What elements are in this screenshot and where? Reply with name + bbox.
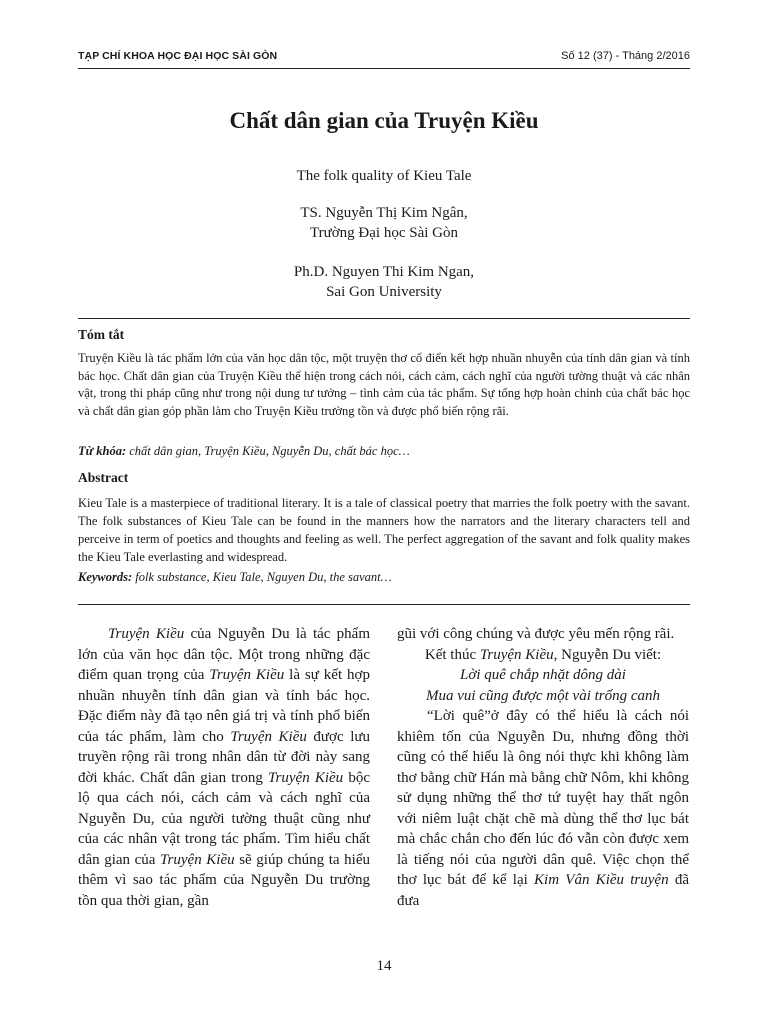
- author-affiliation-en: Sai Gon University: [326, 284, 442, 300]
- body-text: “Lời quê”ở đây có thể hiểu là cách nói khiêm tốn của Nguyễn Du, nhưng đồng thời cũng có thể hiểu là ông nói thực khi không làm thơ bằng chữ Hán mà bằng chữ Nôm, khi không sử dụng những thể thơ tứ tuyệt hay thất ngôn với niêm luật chặt chẽ mà dùng thể thơ lục bát mà chắc chắn cho đến lúc đó vẫn còn được xem là tiếng nói của người dân quê. Việc chọn thể thơ lục bát để kể lại: [397, 708, 689, 888]
- body-text: là sự kết hợp nhuần nhuyễn tính dân gian và tính bác học. Đặc điểm này đã tạo nên giá trị và tính phổ biến của tác phẩm, làm cho: [78, 667, 370, 745]
- author-name-vi: TS. Nguyễn Thị Kim Ngân,: [300, 205, 468, 221]
- body-paragraph: [397, 645, 689, 666]
- body-text: của Nguyễn Du là tác phẩm lớn của văn học dân tộc. Một trong những đặc điểm quan trọng của: [78, 626, 370, 683]
- abstract-vi-heading: Tóm tắt: [78, 327, 125, 342]
- abstract-bottom-rule: [78, 604, 690, 605]
- body-text: được lưu truyền rộng rãi trong nhân dân từ đời này sang đời khác. Chất dân gian trong: [78, 728, 371, 786]
- journal-name: TẠP CHÍ KHOA HỌC ĐẠI HỌC SÀI GÒN: [78, 50, 278, 62]
- body-paragraph: [397, 706, 689, 911]
- work-title: Kim Vân Kiều truyện: [534, 872, 669, 888]
- work-title: Truyện Kiều: [209, 667, 285, 683]
- body-text: bộc lộ qua cách nói, cách cảm và cách nghĩ của Nguyễn Du, của người tường thuật cũng như của các nhân vật trong tác phẩm. Tìm hiểu chất dân gian của: [78, 769, 370, 868]
- author-affiliation-vi: Trường Đại học Sài Gòn: [309, 225, 458, 241]
- keywords-vi: [78, 444, 690, 459]
- keywords-en: [78, 570, 690, 585]
- page-number: 14: [376, 958, 392, 974]
- work-title: Truyện Kiều: [160, 851, 235, 868]
- keywords-en-label: Keywords:: [78, 570, 133, 584]
- work-title: Truyện Kiều: [230, 728, 307, 745]
- abstract-en-body: Kieu Tale is a masterpiece of traditional literary. It is a tale of classical poetry that marries the folk poetry with the savant. The folk substances of Kieu Tale can be found in the manners how the narrators and the literary characters tell and perceive in term of poetics and thoughts and feeling as well. The perfect aggregation of the savant and folk quality makes the Kieu Tale everlasting and widespread.: [78, 496, 690, 564]
- body-text: , Nguyễn Du viết:: [553, 646, 662, 663]
- verse-line-2: Mua vui cũng được một vài trống canh: [425, 687, 661, 704]
- english-title: The folk quality of Kieu Tale: [296, 168, 472, 184]
- work-title: Truyện Kiều: [108, 626, 185, 642]
- body-text: đã đưa: [397, 872, 689, 909]
- keywords-vi-list: chất dân gian, Truyện Kiều, Nguyễn Du, chất bác học…: [126, 444, 410, 458]
- keywords-vi-label: Từ khóa:: [78, 444, 127, 458]
- keywords-en-list: folk substance, Kieu Tale, Nguyen Du, the savant…: [132, 570, 392, 584]
- work-title: Truyện Kiều: [268, 769, 344, 786]
- body-text: Kết thúc: [424, 646, 480, 663]
- abstract-en-heading: Abstract: [78, 470, 129, 485]
- abstract-top-rule: [78, 318, 690, 319]
- body-text: sẽ giúp chúng ta hiểu thêm vì sao tác phẩm của Nguyễn Du trường tồn qua thời gian, gần: [78, 851, 370, 909]
- body-column-left: [78, 624, 370, 911]
- issue-info: Số 12 (37) - Tháng 2/2016: [561, 50, 690, 62]
- body-column-right: [397, 624, 689, 911]
- work-title: Truyện Kiều: [479, 646, 554, 663]
- author-name-en: Ph.D. Nguyen Thi Kim Ngan,: [293, 264, 475, 280]
- body-paragraph: [78, 624, 370, 911]
- running-header: [78, 48, 690, 69]
- abstract-vi-body: Truyện Kiều là tác phẩm lớn của văn học dân tộc, một truyện thơ cổ điển kết hợp nhuần nhuyễn của tính dân gian và tính bác học. Chất dân gian của Truyện Kiều thể hiện trong cách nói, cách cảm, cách nghĩ của người tường thuật và các nhân vật, trong thi pháp cũng như trong nội dung tư tưởng – tình cảm của tác phẩm. Sự tổng hợp hoàn chỉnh của chất bác học và chất dân gian góp phần làm cho Truyện Kiều trường tồn và được phổ biến rộng rãi.: [78, 351, 690, 418]
- article-title: Chất dân gian của Truyện Kiều: [229, 108, 539, 133]
- verse-line-1: Lời quê chắp nhặt dông dài: [460, 667, 626, 683]
- body-paragraph-continued: gũi với công chúng và được yêu mến rộng rãi.: [397, 626, 675, 642]
